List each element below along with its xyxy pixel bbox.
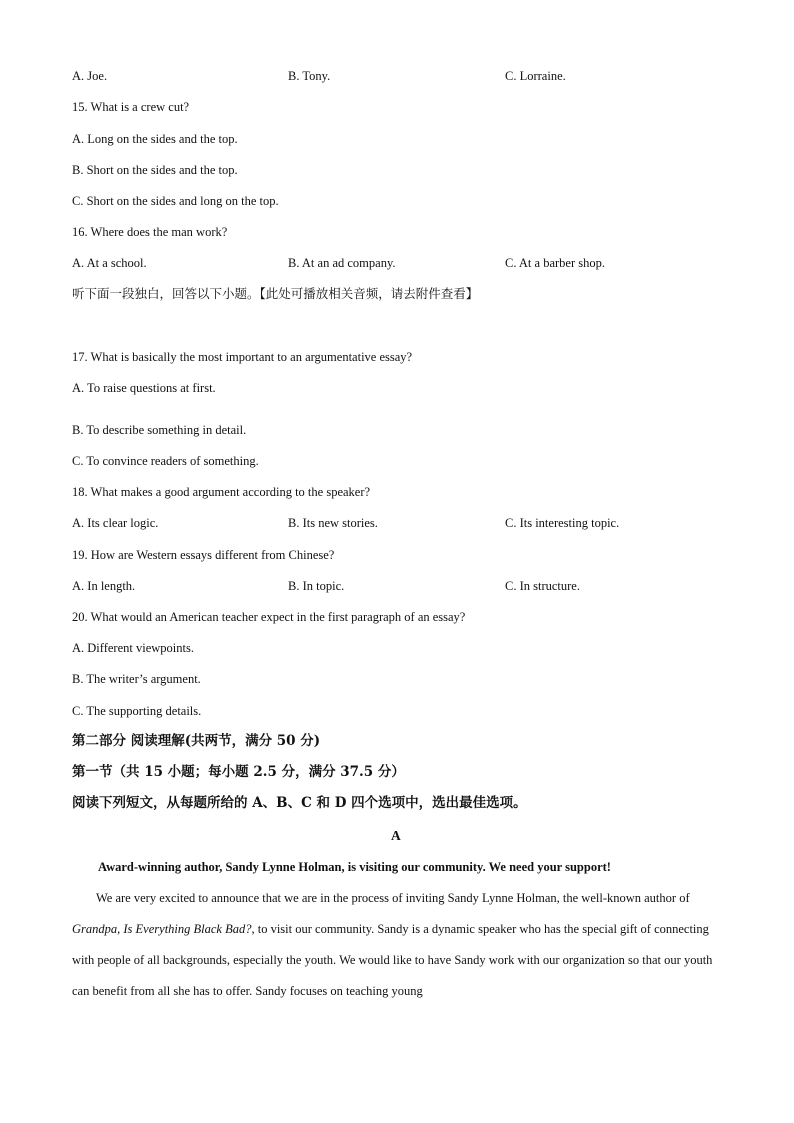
q20-question: 20. What would an American teacher expect in the first paragraph of an essay? (72, 610, 466, 624)
q19-option-a: A. In length. (72, 579, 136, 593)
q18-question: 18. What makes a good argument according to the speaker? (72, 485, 371, 499)
q19-option-c: C. In structure. (505, 579, 580, 593)
q18-option-a: A. Its clear logic. (72, 516, 159, 530)
q20-option-b: B. The writer’s argument. (72, 672, 201, 686)
q20-option-c: C. The supporting details. (72, 704, 202, 718)
q16-option-c: C. At a barber shop. (505, 256, 605, 270)
q15-option-a: A. Long on the sides and the top. (72, 132, 238, 146)
q15-option-c: C. Short on the sides and long on the top. (72, 194, 279, 208)
q19-question: 19. How are Western essays different from Chinese? (72, 548, 335, 562)
section2-instruction: 阅读下列短文，从每题所给的 A、B、C 和 D 四个选项中，选出最佳选项。 (72, 795, 527, 811)
q19-option-b: B. In topic. (288, 579, 345, 593)
q17-option-c: C. To convince readers of something. (72, 454, 259, 468)
passage-title: Award-winning author, Sandy Lynne Holman, is visiting our community. We need your support! (98, 860, 611, 874)
q18-option-c: C. Its interesting topic. (505, 516, 620, 530)
q18-option-b: B. Its new stories. (288, 516, 378, 530)
q15-question: 15. What is a crew cut? (72, 100, 190, 114)
q17-question: 17. What is basically the most important to an argumentative essay? (72, 350, 413, 364)
q16-option-b: B. At an ad company. (288, 256, 396, 270)
monologue-instruction: 听下面一段独白，回答以下小题。【此处可播放相关音频，请去附件查看】 (72, 286, 479, 301)
q14-option-a: A. Joe. (72, 69, 108, 83)
q16-question: 16. Where does the man work? (72, 225, 228, 239)
q17-option-b: B. To describe something in detail. (72, 423, 247, 437)
q14-option-b: B. Tony. (288, 69, 331, 83)
passage-book-title: Grandpa, Is Everything Black Bad? (72, 922, 252, 936)
q16-option-a: A. At a school. (72, 256, 147, 270)
passage-letter: A (391, 828, 401, 843)
q20-option-a: A. Different viewpoints. (72, 641, 194, 655)
passage-body-part2: , to visit our community. Sandy is a dynamic speaker who has the special gift of connecting with people of all backgrounds, especially the youth. We would like to have Sandy work with our organization so that our youth can benefit from all she has to offer. Sandy focuses on teaching young (72, 922, 713, 998)
section2-sub-title: 第一节（共 15 小题；每小题 2.5 分，满分 37.5 分） (72, 764, 405, 780)
passage-body (72, 883, 722, 1007)
q17-option-a: A. To raise questions at first. (72, 381, 216, 395)
q14-option-c: C. Lorraine. (505, 69, 566, 83)
passage-body-part1: We are very excited to announce that we are in the process of inviting Sandy Lynne Holman, the well-known author of (96, 891, 690, 905)
q15-option-b: B. Short on the sides and the top. (72, 163, 238, 177)
section2-part-title: 第二部分 阅读理解(共两节，满分 50 分) (72, 733, 321, 749)
